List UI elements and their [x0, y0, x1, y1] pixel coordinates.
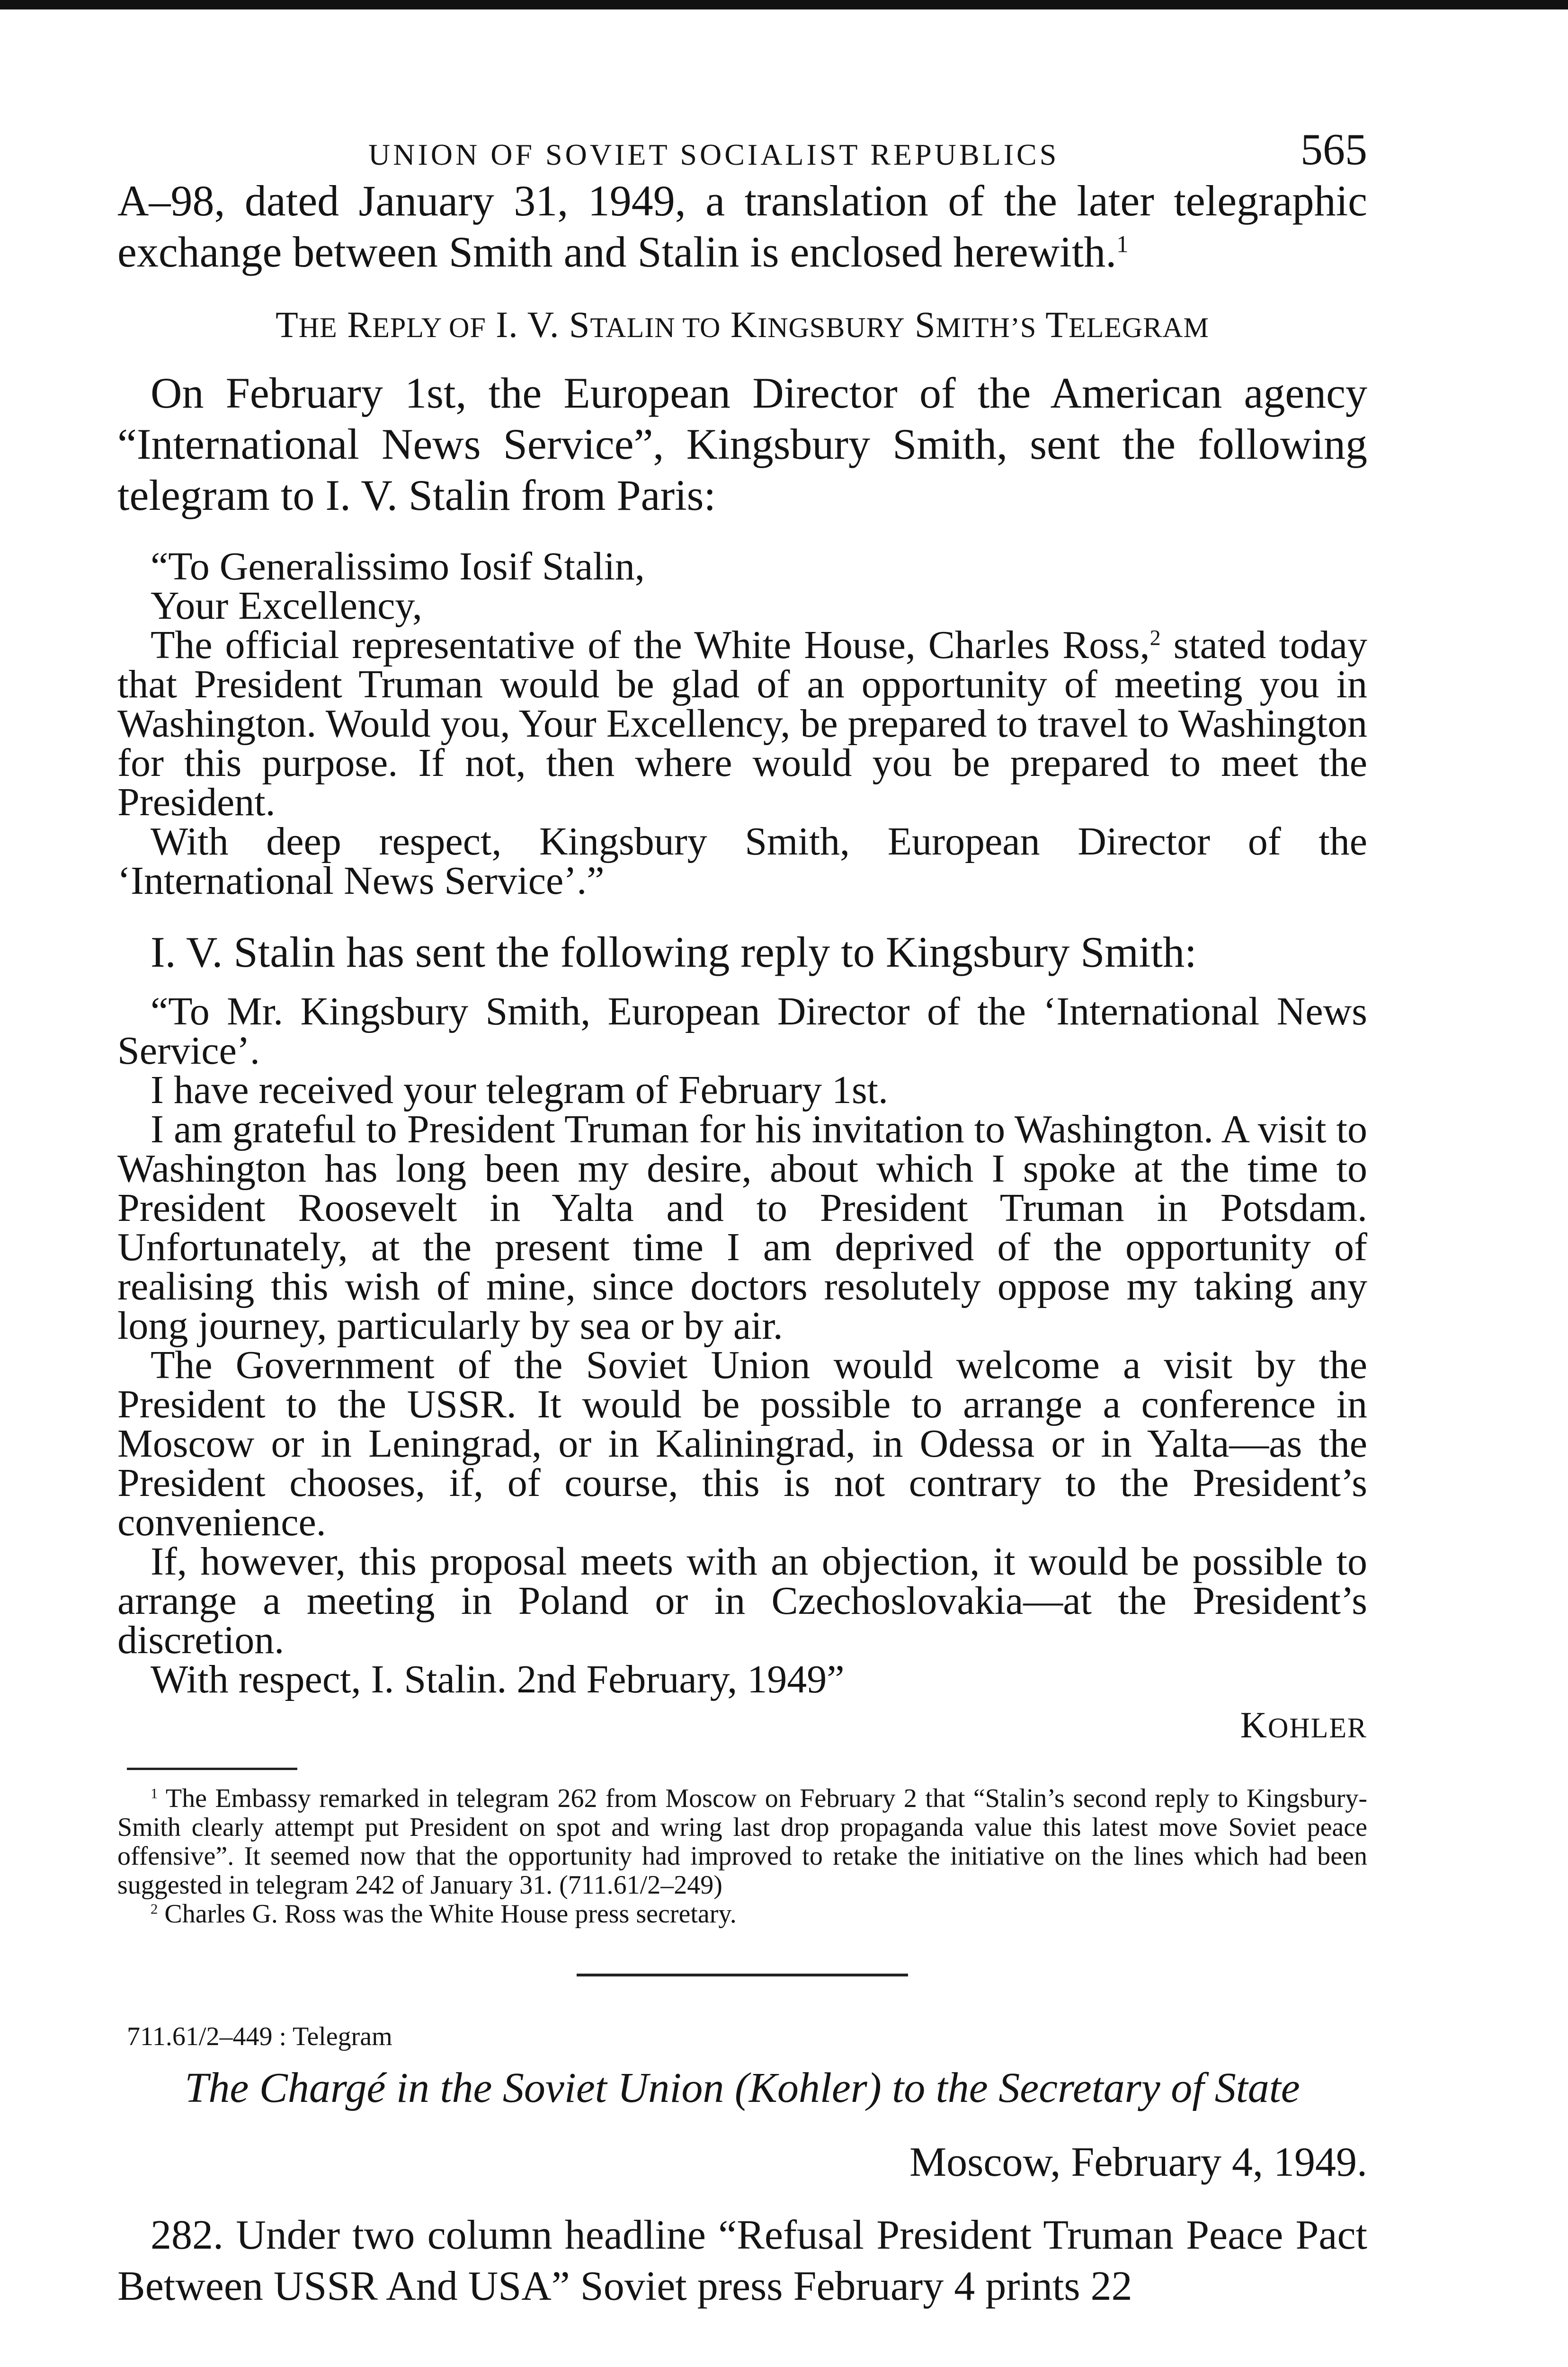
signature-rest: OHLER	[1268, 1712, 1367, 1744]
heading-word-2-initial: R	[347, 304, 373, 345]
document-title-end: ) to the Secretary of State	[867, 2064, 1300, 2111]
smith-address: Your Excellency,	[151, 584, 422, 628]
footnote-2	[117, 1900, 1367, 1929]
smith-body	[117, 625, 1367, 822]
footnotes	[117, 1784, 1367, 1929]
smith-salutation: “To Generalissimo Iosif Stalin,	[151, 544, 645, 588]
footnote-1-mark: 1	[151, 1785, 158, 1802]
heading-word-6-rest: ELEGRAM	[1068, 312, 1209, 343]
paragraph-reply-intro: I. V. Stalin has sent the following reply to Kingsbury Smith:	[151, 928, 1197, 976]
section-heading	[117, 303, 1367, 346]
footnote-ref-2: 2	[1149, 625, 1161, 650]
page-top-edge	[0, 0, 1568, 9]
stalin-received: I have received your telegram of February 1st.	[151, 1068, 889, 1112]
document-reference: 711.61/2–449 : Telegram	[127, 2022, 392, 2051]
footnote-ref-1: 1	[1116, 231, 1129, 258]
stalin-government: The Government of the Soviet Union would welcome a visit by the President to the USSR. It would be possible to arrange a conference in Moscow or in Leningrad, or in Kaliningrad, in Odessa or in Yalta—as the President chooses, if, of course, this is not contrary to the President’s convenience.	[117, 1343, 1367, 1544]
footnote-divider	[127, 1768, 297, 1770]
smith-telegram-quote	[117, 544, 1368, 903]
document-title	[117, 2064, 1367, 2112]
page-number: 565	[1301, 125, 1367, 174]
footnote-1-text: The Embassy remarked in telegram 262 from Moscow on February 2 that “Stalin’s second reply to Kingsbury-Smith clearly attempt put President on spot and wring last drop propaganda value this latest move Soviet peace offensive”. It seemed now that the opportunity had improved to retake the initiative on the lines which had been suggested in telegram 242 of January 31. (711.61/2–249)	[117, 1784, 1367, 1900]
smith-body-start: The official representative of the White House, Charles Ross,	[151, 623, 1150, 667]
section-divider	[577, 1974, 908, 1976]
heading-word-4-initial: K	[730, 304, 758, 345]
intro-text: A–98, dated January 31, 1949, a translation of the later telegraphic exchange between Smith and Stalin is enclosed herewith.	[117, 177, 1367, 276]
stalin-grateful: I am grateful to President Truman for his invitation to Washington. A visit to Washington has long been my desire, about which I spoke at the time to President Roosevelt in Yalta and to President Truman in Potsdam. Unfortunately, at the present time I am deprived of the opportunity of realising this wish of mine, since doctors resolutely oppose my taking any long journey, particularly by sea or by air.	[117, 1107, 1367, 1348]
heading-word-5-rest: MITH’S	[935, 312, 1037, 343]
heading-word-1-initial: T	[276, 304, 299, 345]
heading-word-3-rest: TALIN TO	[590, 312, 721, 343]
document-page	[117, 118, 1367, 2312]
stalin-however: If, however, this proposal meets with an objection, it would be possible to arrange a meeting in Poland or in Czechoslovakia—at the President’s discretion.	[117, 1539, 1367, 1662]
heading-word-2-rest: EPLY OF	[372, 312, 486, 343]
stalin-reply-quote	[117, 989, 1367, 1701]
footnote-2-mark: 2	[151, 1901, 158, 1917]
heading-word-3-initial: I. V. S	[496, 304, 590, 345]
dateline: Moscow, February 4, 1949.	[909, 2139, 1367, 2185]
heading-word-1-rest: HE	[298, 312, 338, 343]
stalin-salutation: “To Mr. Kingsbury Smith, European Director of the ‘International News Service’.	[117, 989, 1367, 1073]
running-title: UNION OF SOVIET SOCIALIST REPUBLICS	[368, 138, 1060, 171]
telegram-282-paragraph: 282. Under two column headline “Refusal President Truman Peace Pact Between USSR And USA” Soviet press February 4 prints 22	[117, 2212, 1367, 2309]
stalin-closing: With respect, I. Stalin. 2nd February, 1949”	[151, 1657, 845, 1701]
intro-paragraph	[117, 175, 1367, 277]
running-head	[117, 118, 1367, 175]
footnote-1	[117, 1784, 1367, 1900]
heading-word-4-rest: INGSBURY	[757, 312, 905, 343]
document-title-name: Kohler	[748, 2064, 867, 2111]
smith-body-end: stated today that President Truman would be glad of an opportunity of meeting you in Washington. Would you, Your Excellency, be prepared to travel to Washington for this purpose. If not, then where would you be prepared to meet the President.	[117, 623, 1368, 824]
heading-word-5-initial: S	[915, 304, 936, 345]
smith-closing: With deep respect, Kingsbury Smith, European Director of the ‘International News Service’.”	[117, 819, 1367, 903]
signature-initial: K	[1240, 1704, 1268, 1745]
footnote-2-text: Charles G. Ross was the White House press secretary.	[158, 1899, 737, 1929]
heading-word-6-initial: T	[1045, 304, 1069, 345]
paragraph-feb1: On February 1st, the European Director of the American agency “International News Service”, Kingsbury Smith, sent the following telegram to I. V. Stalin from Paris:	[117, 369, 1367, 519]
document-title-start: The Chargé in the Soviet Union (	[185, 2064, 749, 2111]
signature-kohler	[117, 1704, 1367, 1746]
